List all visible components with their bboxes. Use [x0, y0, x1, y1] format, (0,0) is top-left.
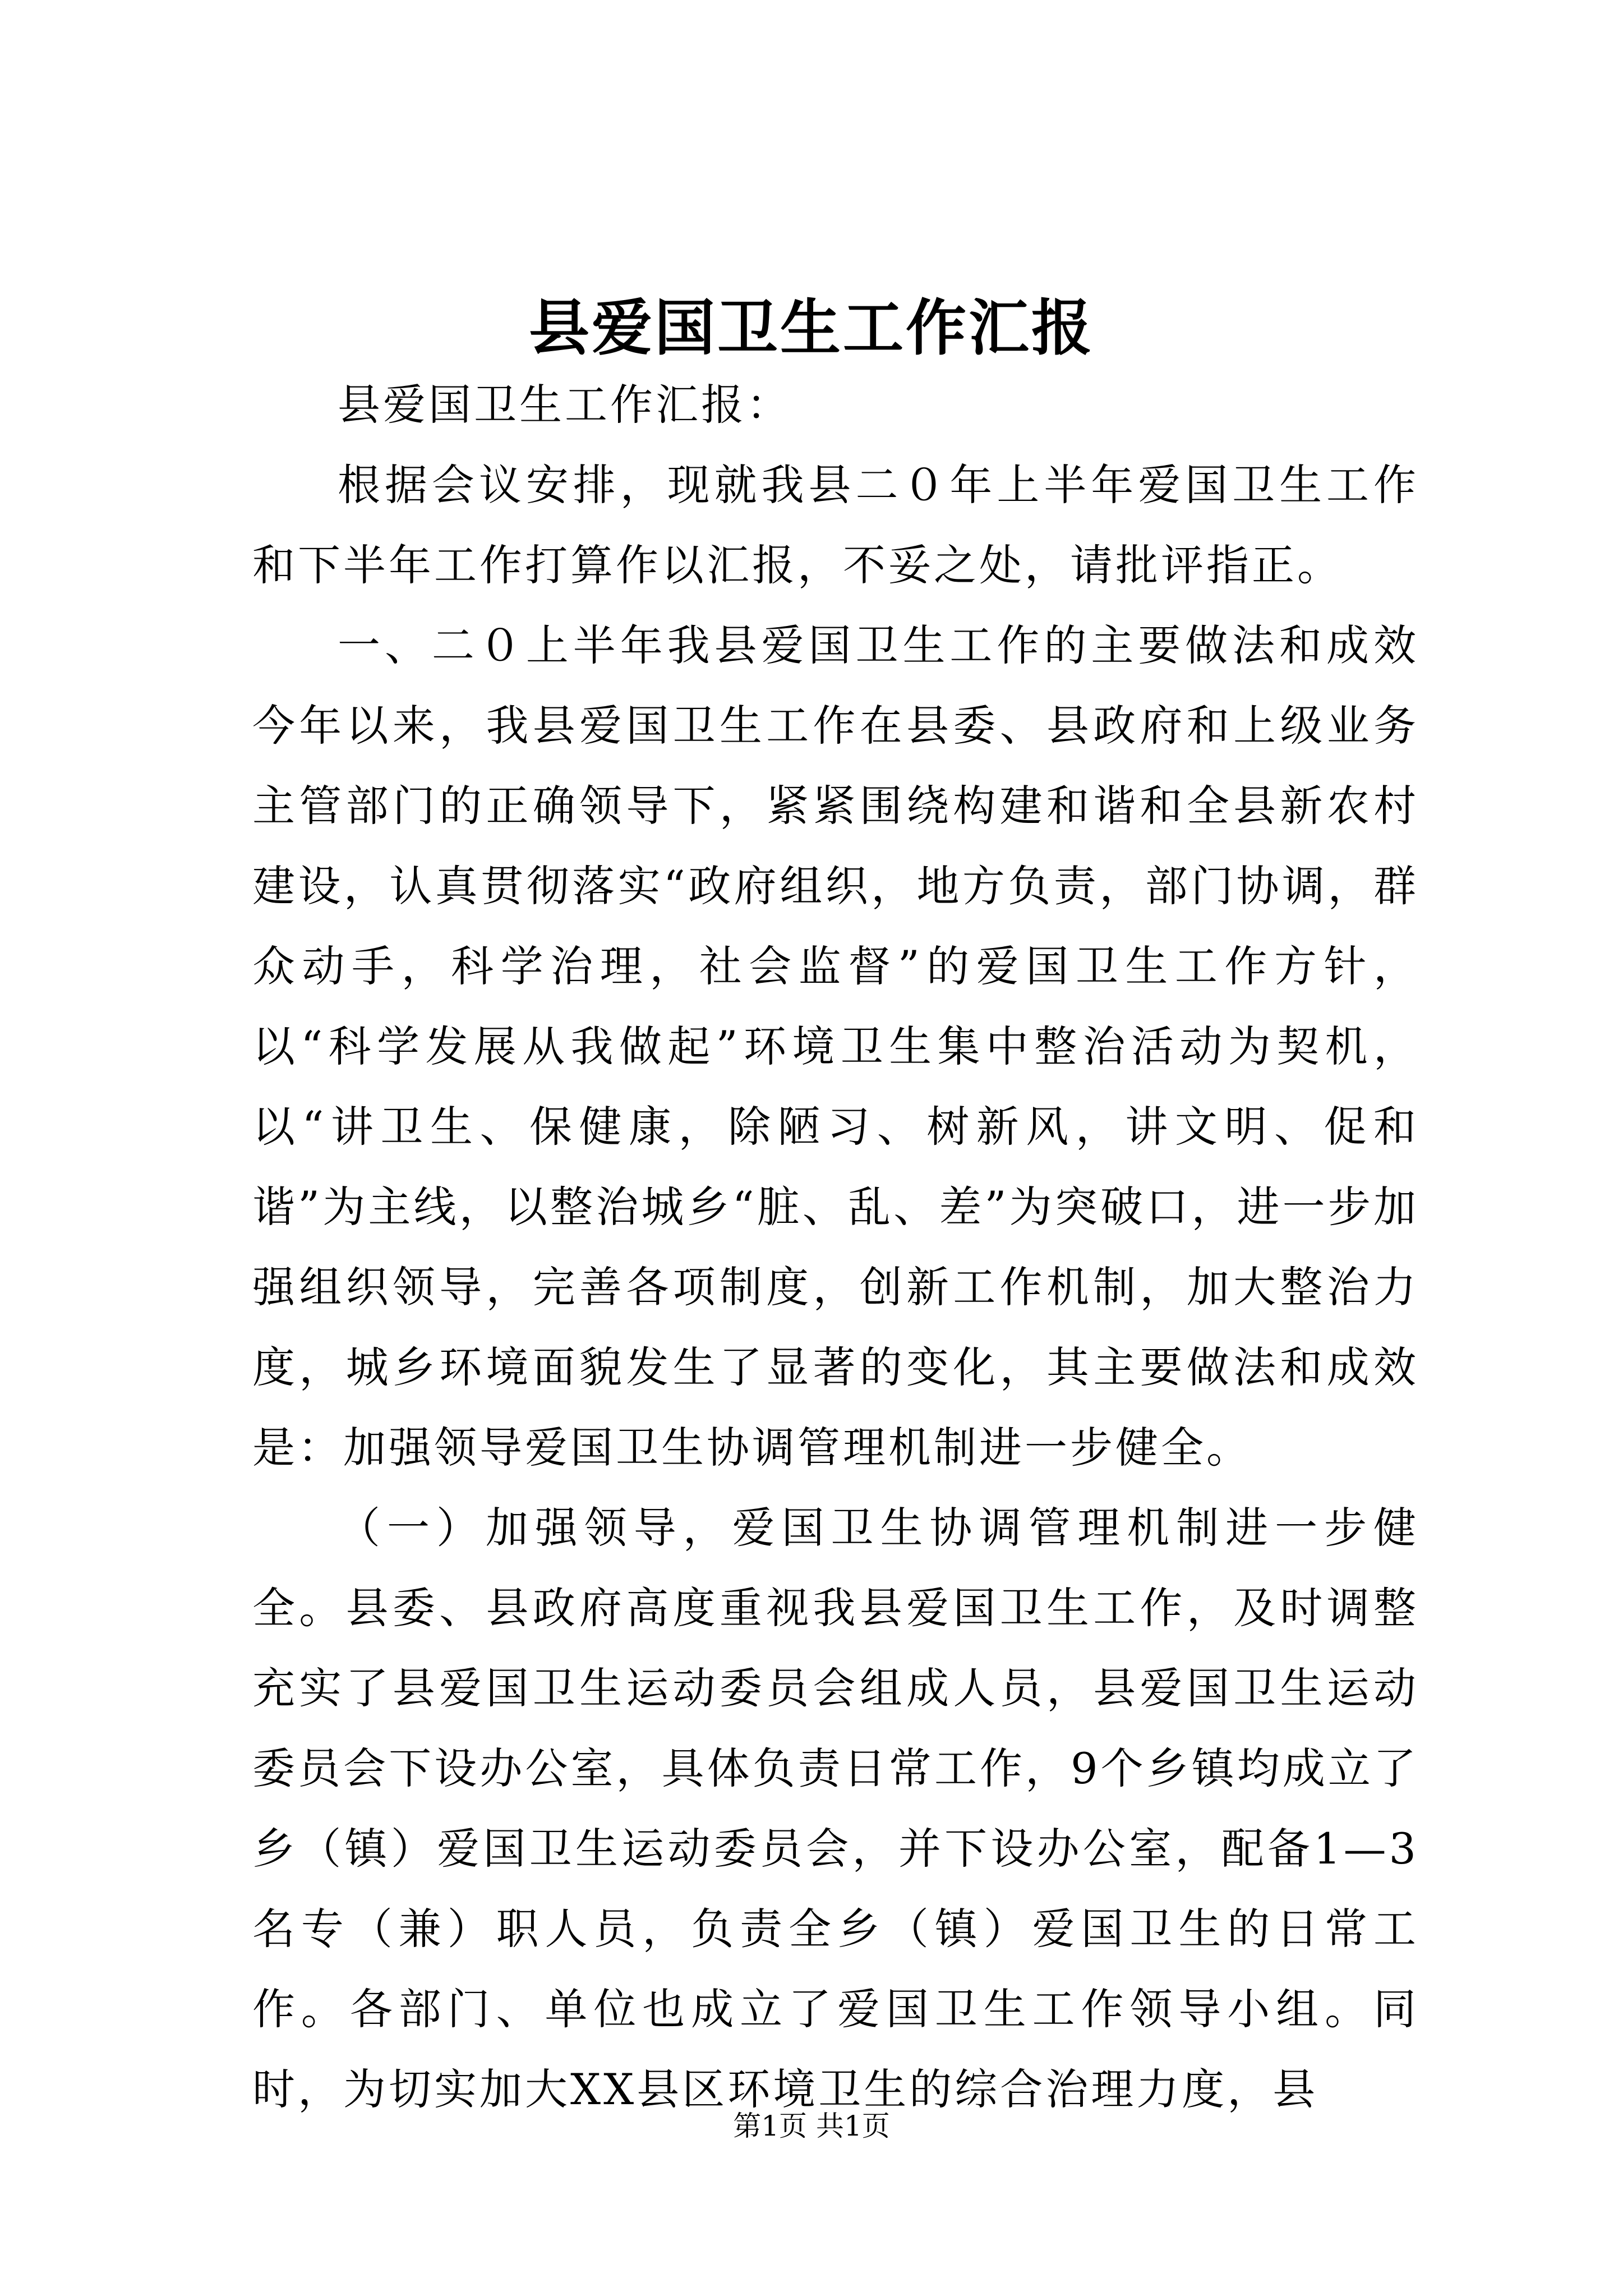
- document-title: 县爱国卫生工作汇报: [528, 293, 1094, 364]
- paragraph-intro: 根据会议安排，现就我县二０年上半年爱国卫生工作和下半年工作打算作以汇报，不妥之处，请批评指正。: [252, 460, 1419, 590]
- paragraph-section-one: 一、二０上半年我县爱国卫生工作的主要做法和成效今年以来，我县爱国卫生工作在县委、县政府和上级业务主管部门的正确领导下，紧紧围绕构建和谐和全县新农村建设，认真贯彻落实“政府组织，地方负责，部门协调，群众动手，科学治理，社会监督”的爱国卫生工作方针，以“科学发展从我做起”环境卫生集中整治活动为契机，以“讲卫生、保健康，除陋习、树新风，讲文明、促和谐”为主线，以整治城乡“脏、乱、差”为突破口，进一步加强组织领导，完善各项制度，创新工作机制，加大整治力度，城乡环境面貌发生了显著的变化，其主要做法和成效是：加强领导爱国卫生协调管理机制进一步健全。: [252, 620, 1419, 1473]
- document-body: [252, 365, 1419, 2129]
- page-number-footer: 第1页 共1页: [733, 2110, 890, 2142]
- paragraph-subsection-one: （一）加强领导，爱国卫生协调管理机制进一步健全。县委、县政府高度重视我县爱国卫生工作，及时调整充实了县爱国卫生运动委员会组成人员，县爱国卫生运动委员会下设办公室，具体负责日常工作，9个乡镇均成立了乡（镇）爱国卫生运动委员会，并下设办公室，配备1—3名专（兼）职人员，负责全乡（镇）爱国卫生的日常工作。各部门、单位也成立了爱国卫生工作领导小组。同时，为切实加大XX县区环境卫生的综合治理力度，县: [252, 1503, 1419, 2114]
- paragraph-salutation: 县爱国卫生工作汇报：: [338, 380, 792, 430]
